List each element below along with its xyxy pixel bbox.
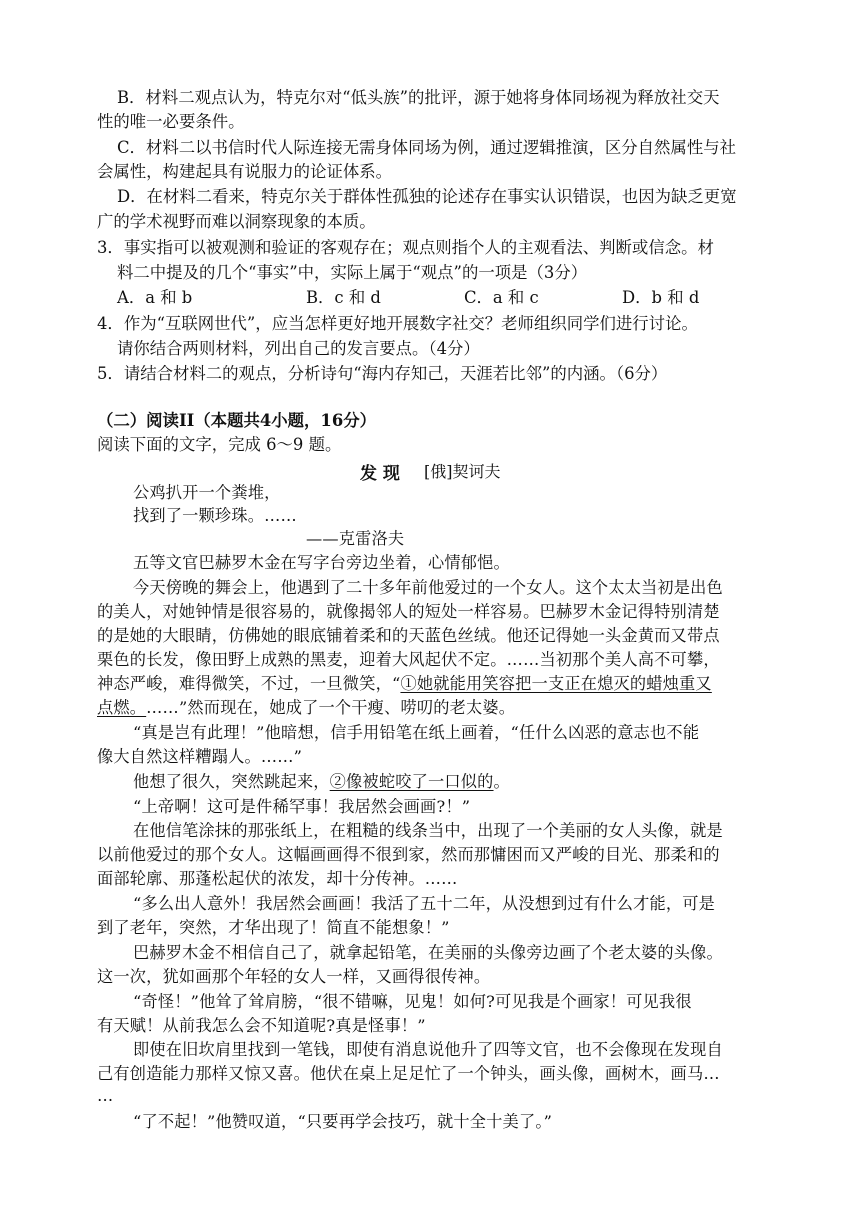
paragraph-2-line6-text: ……”然而现在，她成了一个干瘦、唠叨的老太婆。 xyxy=(146,698,516,717)
q3-option-a: A．a 和 b xyxy=(117,288,193,307)
q2-option-d-line2: 广的学术视野而难以洞察现象的本质。 xyxy=(97,212,376,231)
paragraph-6-line3: 面部轮廓、那蓬松起伏的浓发，却十分传神。…… xyxy=(97,869,458,888)
paragraph-3-line1: “真是岂有此理！”他暗想，信手用铅笔在纸上画着，“任什么凶恶的意志也不能 xyxy=(133,723,700,742)
epigraph-source: ——克雷洛夫 xyxy=(306,529,405,548)
paragraph-4-end: 。 xyxy=(493,772,510,791)
section-instruction: 阅读下面的文字，完成 6～9 题。 xyxy=(97,435,342,454)
q3-option-c: C．a 和 c xyxy=(464,288,539,307)
paragraph-5: “上帝啊！这可是件稀罕事！我居然会画画?！” xyxy=(133,797,471,816)
paragraph-3-line2: 像大自然这样糟蹋人。……” xyxy=(97,747,303,766)
paragraph-6-line2: 以前他爱过的那个女人。这幅画画得不很到家，然而那慵困而又严峻的目光、那柔和的 xyxy=(97,845,720,864)
question-5: 5．请结合材料二的观点，分析诗句“海内存知己，天涯若比邻”的内涵。（6分） xyxy=(97,364,668,383)
q3-option-b: B．c 和 d xyxy=(306,288,381,307)
paragraph-2-line5 xyxy=(97,672,712,696)
paragraph-2-line5-text: 神态严峻，难得微笑，不过，一旦微笑，“ xyxy=(97,674,401,693)
story-title: 发 现 xyxy=(360,464,400,484)
paragraph-2-line4: 栗色的长发，像田野上成熟的黑麦，迎着大风起伏不定。……当初那个美人高不可攀， xyxy=(97,650,720,669)
paragraph-6-line1: 在他信笔涂抹的那张纸上，在粗糙的线条当中，出现了一个美丽的女人头像，就是 xyxy=(133,821,723,840)
epigraph-line1: 公鸡扒开一个粪堆， xyxy=(133,483,281,502)
paragraph-1: 五等文官巴赫罗木金在写字台旁边坐着，心情郁悒。 xyxy=(133,553,510,572)
paragraph-9-line1: “奇怪！”他耸了耸肩膀，“很不错嘛，见鬼！如何?可见我是个画家！可见我很 xyxy=(133,992,692,1011)
question-3-line1: 3．事实指可以被观测和验证的客观存在；观点则指个人的主观看法、判断或信念。材 xyxy=(97,238,714,257)
q3-option-d: D．b 和 d xyxy=(622,288,700,307)
underlined-sentence-1-start: ①她就能用笑容把一支正在熄灭的蜡烛重又 xyxy=(400,674,712,693)
epigraph-line2: 找到了一颗珍珠。…… xyxy=(133,506,297,525)
question-4-line2: 请你结合两则材料，列出自己的发言要点。（4分） xyxy=(117,339,480,358)
paragraph-8-line2: 这一次，犹如画那个年轻的女人一样，又画得很传神。 xyxy=(97,967,491,986)
paragraph-10-line3: … xyxy=(97,1086,114,1105)
paragraph-2-line2: 的美人，对她钟情是很容易的，就像揭邻人的短处一样容易。巴赫罗木金记得特别清楚 xyxy=(97,602,720,621)
paragraph-2-line6 xyxy=(97,696,515,720)
story-author: [俄]契诃夫 xyxy=(424,462,501,481)
question-4-line1: 4．作为“互联网世代”，应当怎样更好地开展数字社交？老师组织同学们进行讨论。 xyxy=(97,314,698,333)
paragraph-8-line1: 巴赫罗木金不相信自己了，就拿起铅笔，在美丽的头像旁边画了个老太婆的头像。 xyxy=(133,943,723,962)
q2-option-b-line1: B．材料二观点认为，特克尔对“低头族”的批评，源于她将身体同场视为释放社交天 xyxy=(117,88,720,107)
section-heading: （二）阅读II（本题共4小题，16分） xyxy=(97,411,377,430)
paragraph-11: “了不起！”他赞叹道，“只要再学会技巧，就十全十美了。” xyxy=(133,1112,553,1131)
paragraph-4 xyxy=(133,770,510,794)
paragraph-10-line2: 己有创造能力那样又惊又喜。他伏在桌上足足忙了一个钟头，画头像，画树木，画马… xyxy=(97,1064,720,1083)
q2-option-d-line1: D．在材料二看来，特克尔关于群体性孤独的论述存在事实认识错误，也因为缺乏更宽 xyxy=(117,187,737,206)
paragraph-7-line2: 到了老年，突然，才华出现了！简直不能想象！” xyxy=(97,918,450,937)
paragraph-2-line1: 今天傍晚的舞会上，他遇到了二十多年前他爱过的一个女人。这个太太当初是出色 xyxy=(133,578,723,597)
q2-option-b-line2: 性的唯一必要条件。 xyxy=(97,112,245,131)
q2-option-c-line2: 会属性，构建起具有说服力的论证体系。 xyxy=(97,162,393,181)
paragraph-4-text: 他想了很久，突然跳起来， xyxy=(133,772,330,791)
question-3-line2: 料二中提及的几个“事实”中，实际上属于“观点”的一项是（3分） xyxy=(117,263,588,282)
underlined-sentence-1-end: 点燃。 xyxy=(97,698,147,717)
paragraph-9-line2: 有天赋！从前我怎么会不知道呢?真是怪事！” xyxy=(97,1016,426,1035)
paragraph-10-line1: 即使在旧坎肩里找到一笔钱，即使有消息说他升了四等文官，也不会像现在发现自 xyxy=(133,1040,723,1059)
underlined-sentence-2: ②像被蛇咬了一口似的 xyxy=(329,772,494,791)
paragraph-7-line1: “多么出人意外！我居然会画画！我活了五十二年，从没想到过有什么才能，可是 xyxy=(133,894,716,913)
paragraph-2-line3: 的是她的大眼睛，仿佛她的眼底铺着柔和的天蓝色丝绒。他还记得她一头金黄而又带点 xyxy=(97,626,720,645)
q2-option-c-line1: C．材料二以书信时代人际连接无需身体同场为例，通过逻辑推演，区分自然属性与社 xyxy=(117,138,736,157)
